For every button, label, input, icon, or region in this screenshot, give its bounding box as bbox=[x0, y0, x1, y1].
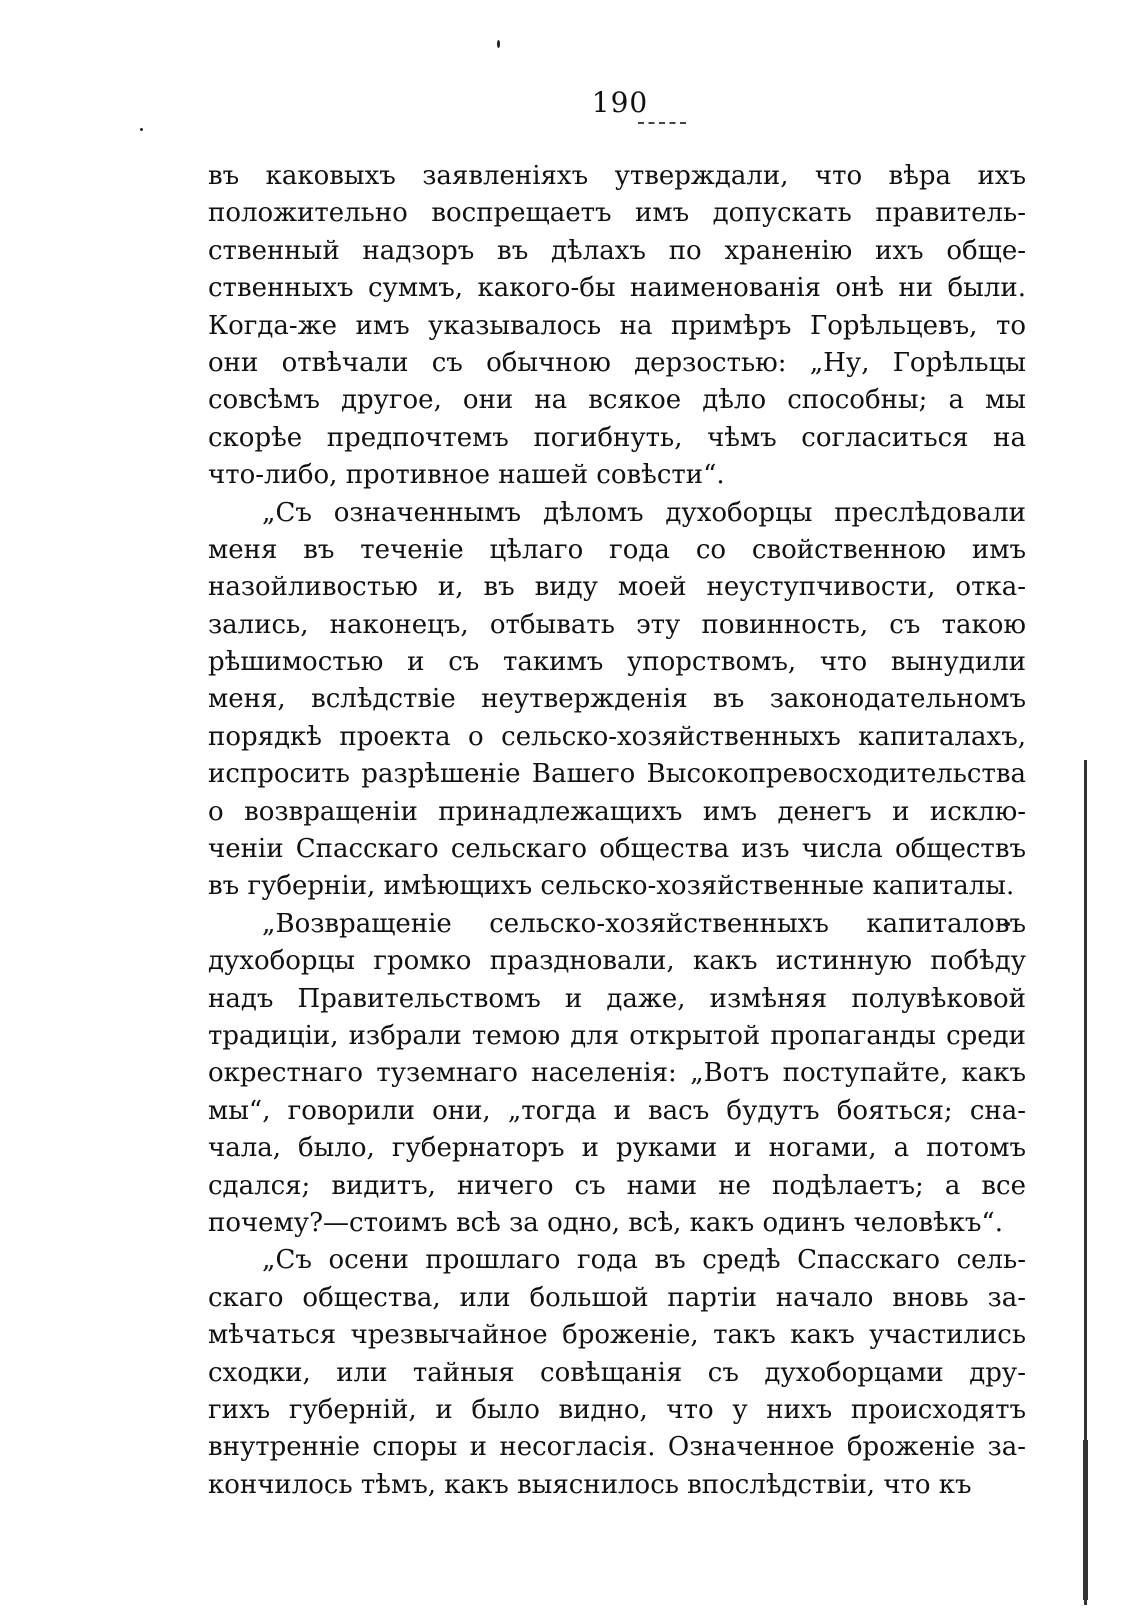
text-line: назойливостью и, въ виду моей неуступчивости, отка- bbox=[208, 572, 1026, 603]
text-line: гихъ губерній, и было видно, что у нихъ происходятъ bbox=[208, 1394, 1026, 1425]
text-block bbox=[208, 158, 1026, 1504]
paragraph bbox=[208, 495, 1026, 906]
paragraph bbox=[208, 1242, 1026, 1504]
text-line: ственный надзоръ въ дѣлахъ по храненію ихъ обще- bbox=[208, 235, 1026, 266]
text-line: мы“, говорили они, „тогда и васъ будутъ бояться; сна- bbox=[208, 1095, 1026, 1126]
text-line: они отвѣчали съ обычною дерзостью: „Ну, Горѣльцы bbox=[208, 347, 1026, 378]
text-line: порядкѣ проекта о сельско-хозяйственныхъ капиталахъ, bbox=[208, 721, 1026, 752]
text-line: скорѣе предпочтемъ погибнуть, чѣмъ согласиться на bbox=[208, 422, 1026, 453]
text-line: чала, было, губернаторъ и руками и ногами, а потомъ bbox=[208, 1133, 1026, 1164]
text-line: внутренніе споры и несогласія. Означенное броженіе за- bbox=[208, 1432, 1026, 1463]
text-line: ченіи Спасскаго сельскаго общества изъ числа обществъ bbox=[208, 834, 1026, 865]
text-line: кончилось тѣмъ, какъ выяснилось впослѣдствіи, что къ bbox=[208, 1469, 972, 1500]
paragraph bbox=[208, 906, 1026, 1243]
text-line: „Съ осени прошлаго года въ средѣ Спасскаго сель- bbox=[262, 1245, 1026, 1276]
text-line: „Возвращеніе сельско-хозяйственныхъ капиталовъ bbox=[262, 908, 1026, 939]
paragraph bbox=[208, 158, 1026, 495]
text-line: что-либо, противное нашей совѣсти“. bbox=[208, 460, 725, 491]
text-line: традиціи, избрали темою для открытой пропаганды среди bbox=[208, 1020, 1026, 1051]
text-line: ственныхъ суммъ, какого-бы наименованія онѣ ни были. bbox=[208, 273, 1026, 304]
text-line: въ губерніи, имѣющихъ сельско-хозяйственные капиталы. bbox=[208, 871, 1015, 902]
text-line: мѣчаться чрезвычайное броженіе, такъ какъ участились bbox=[208, 1320, 1026, 1351]
text-line: положительно воспрещаетъ имъ допускать правитель- bbox=[208, 198, 1026, 229]
text-line: почему?—стоимъ всѣ за одно, всѣ, какъ одинъ человѣкъ“. bbox=[208, 1207, 1003, 1238]
page-number-rule bbox=[638, 122, 686, 124]
text-line: совсѣмъ другое, они на всякое дѣло способны; а мы bbox=[208, 385, 1026, 416]
text-line: „Съ означеннымъ дѣломъ духоборцы преслѣдовали bbox=[262, 497, 1026, 528]
page-edge-line-thick bbox=[1083, 1440, 1088, 1600]
text-line: надъ Правительствомъ и даже, измѣняя полувѣковой bbox=[208, 983, 1026, 1014]
speck-top bbox=[497, 40, 500, 48]
text-line: окрестнаго туземнаго населенія: „Вотъ поступайте, какъ bbox=[208, 1058, 1026, 1089]
text-line: скаго общества, или большой партіи начало вновь за- bbox=[208, 1282, 1026, 1313]
text-line: меня въ теченіе цѣлаго года со свойственною имъ bbox=[208, 534, 1026, 565]
page-number: 190 bbox=[591, 86, 649, 119]
text-line: меня, вслѣдствіе неутвержденія въ законодательномъ bbox=[208, 684, 1026, 715]
text-line: сходки, или тайныя совѣщанія съ духоборцами дру- bbox=[208, 1357, 1026, 1388]
text-line: зались, наконецъ, отбывать эту повинность, съ такою bbox=[208, 609, 1026, 640]
text-line: испросить разрѣшеніе Вашего Высокопревосходительства bbox=[208, 759, 1026, 790]
text-line: въ каковыхъ заявленіяхъ утверждали, что вѣра ихъ bbox=[208, 161, 1026, 191]
text-line: о возвращеніи принадлежащихъ имъ денегъ и исклю- bbox=[208, 796, 1026, 827]
text-line: духоборцы громко праздновали, какъ истинную побѣду bbox=[208, 946, 1026, 977]
text-line: Когда-же имъ указывалось на примѣръ Горѣльцевъ, то bbox=[208, 310, 1026, 341]
text-line: рѣшимостью и съ такимъ упорствомъ, что вынудили bbox=[208, 647, 1026, 678]
speck-left bbox=[140, 128, 143, 131]
text-line: сдался; видитъ, ничего съ нами не подѣлаетъ; а все bbox=[208, 1170, 1026, 1201]
